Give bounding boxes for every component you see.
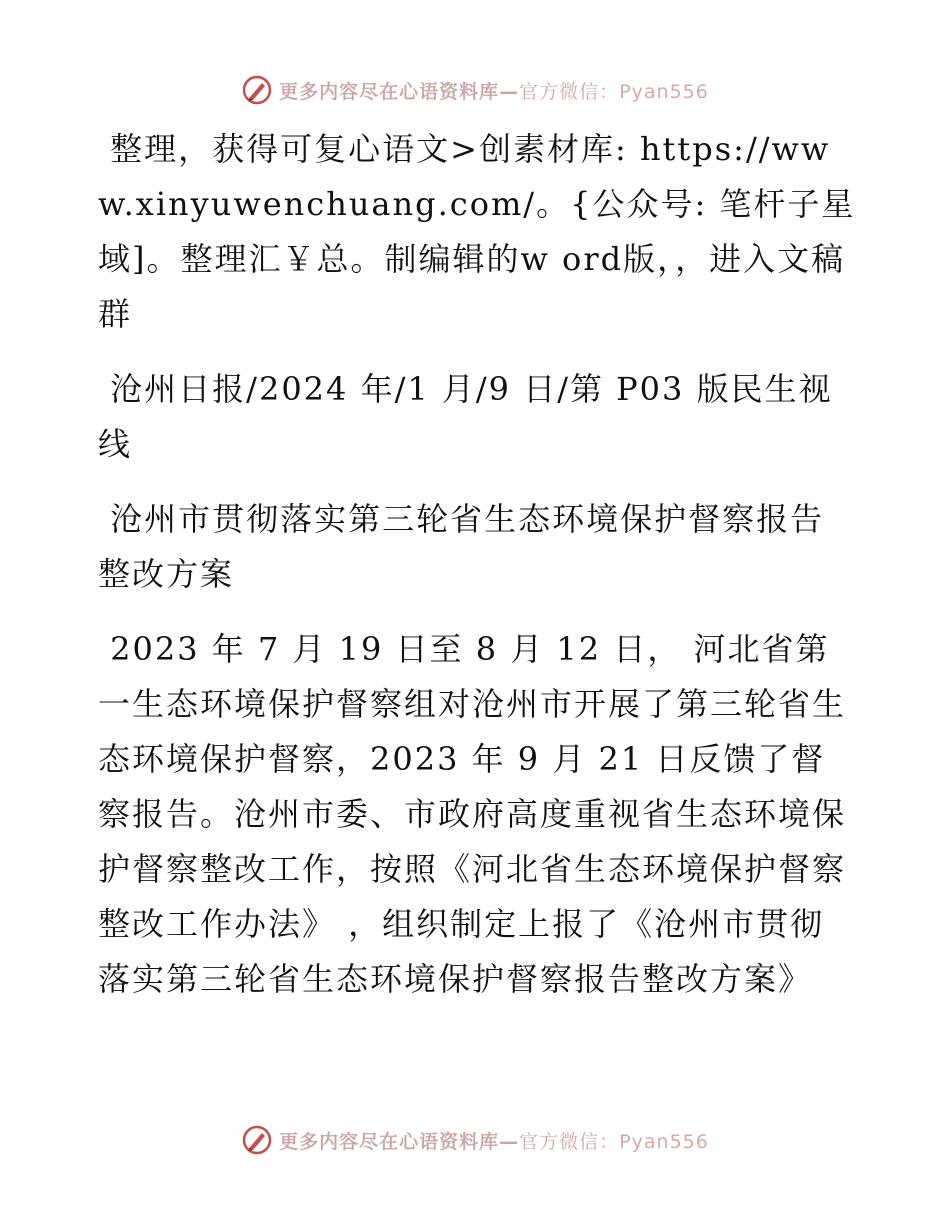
watermark-slogan: 更多内容尽在心语资料库 xyxy=(279,1130,500,1153)
pen-logo-icon xyxy=(241,1124,273,1156)
watermark-contact-label: 官方微信： xyxy=(519,80,620,103)
watermark-text xyxy=(279,1127,709,1154)
watermark-contact-label: 官方微信： xyxy=(519,1130,620,1153)
watermark-slogan: 更多内容尽在心语资料库 xyxy=(279,80,500,103)
paragraph-source-note: 整理，获得可复心语文>创素材库: https://www.xinyuwenchuang.com/。{公众号: 笔杆子星域]。整理汇￥总。制编辑的w ord版，，进入文稿群 xyxy=(98,130,856,333)
watermark-text xyxy=(279,77,709,104)
pen-logo-icon xyxy=(241,74,273,106)
watermark-contact-id: Pyan556 xyxy=(619,80,709,103)
watermark-separator: — xyxy=(499,1130,520,1153)
footer-watermark xyxy=(0,1120,950,1160)
document-body xyxy=(98,122,858,1027)
watermark-contact-id: Pyan556 xyxy=(619,1130,709,1153)
watermark-separator: — xyxy=(499,80,520,103)
paragraph-body: 2023 年 7 月 19 日至 8 月 12 日， 河北省第一生态环境保护督察组对沧州市开展了第三轮省生态环境保护督察，2023 年 9 月 21 日反馈了督察报告。沧州市委、市政府高度重视省生态环境保护督察整改工作，按照《河北省生态环境保护督察整改工作办法》 ，组织制定上报了《沧州市贯彻落实第三轮省生态环境保护督察报告整改方案》 xyxy=(98,630,847,998)
header-watermark xyxy=(0,70,950,110)
paragraph-publication-line: 沧州日报/2024 年/1 月/9 日/第 P03 版民生视线 xyxy=(98,370,833,463)
paragraph-title: 沧州市贯彻落实第三轮省生态环境保护督察报告整改方案 xyxy=(98,500,825,593)
